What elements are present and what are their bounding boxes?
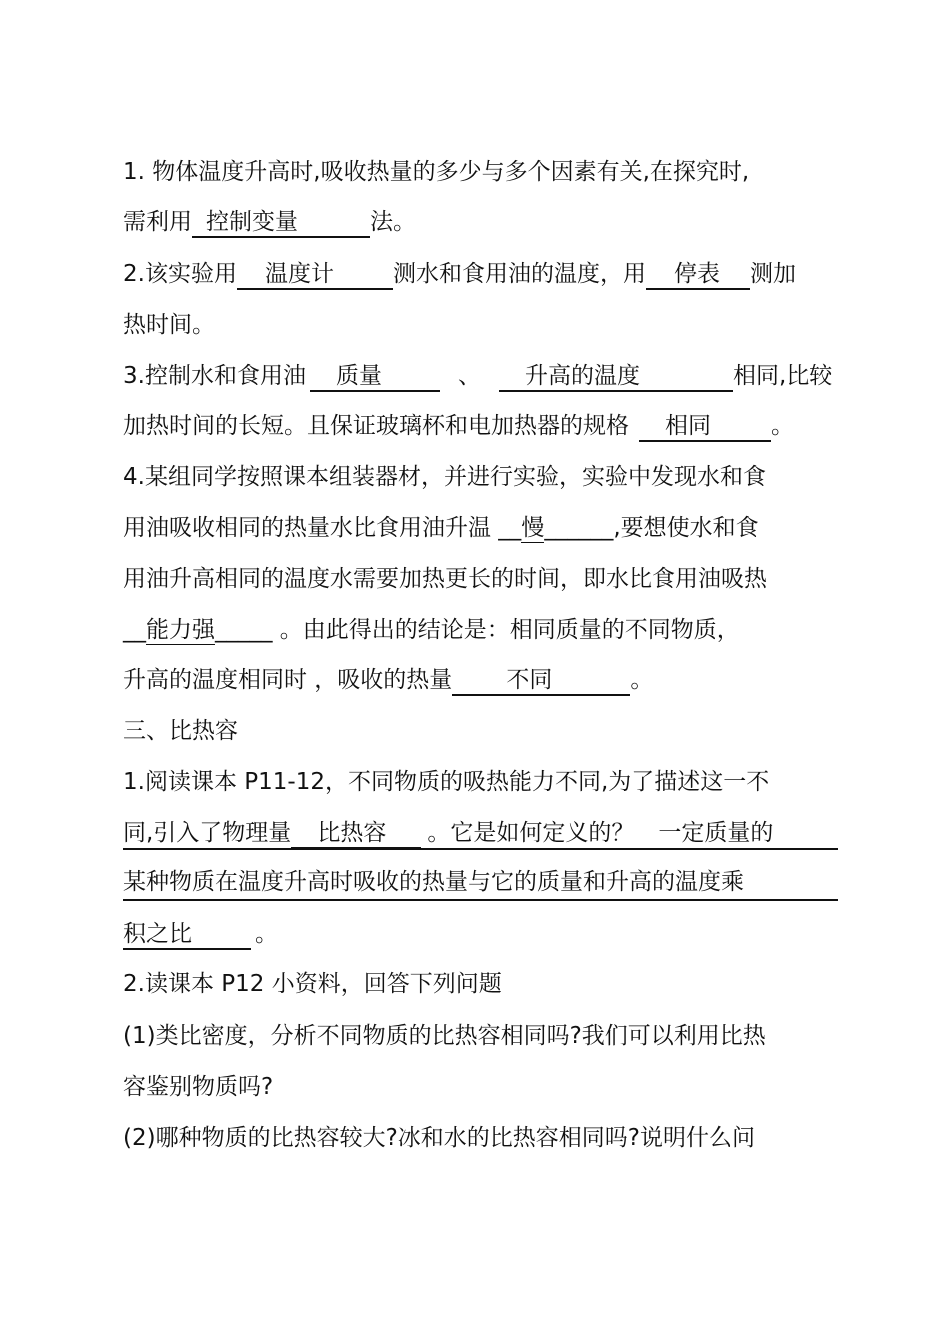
s3q1-line2-prefix: 同,引入了物理量 [123, 820, 292, 846]
q3-suffix: 相同,比较 [732, 363, 833, 389]
q1-suffix: 法。 [370, 209, 416, 235]
q1-prefix: 需利用 [123, 209, 192, 235]
q3-answer2-blank [499, 362, 733, 392]
q3-separator: 、 [457, 363, 481, 389]
q3-line2 [123, 410, 794, 442]
q4-line5 [123, 664, 653, 696]
q1-line2 [123, 206, 416, 238]
q4-line2 [123, 512, 759, 544]
q3-answer1-blank [310, 362, 440, 392]
q1-answer: 控制变量 [206, 209, 298, 235]
q2-answer2: 停表 [673, 261, 720, 287]
q4-line4 [123, 614, 740, 646]
q3-prefix: 3.控制水和食用油 [123, 363, 306, 389]
q2-answer2-blank [646, 260, 750, 290]
q2-middle: 测水和食用油的温度，用 [392, 261, 646, 287]
q4-answer2: 能力强 [146, 617, 215, 643]
q3-answer3-blank [639, 412, 771, 442]
q4-answer3-blank [452, 666, 630, 696]
q3-answer3: 相同 [665, 413, 711, 439]
q4-line5-suffix: 。 [630, 667, 654, 693]
q3-line2-suffix: 。 [771, 413, 794, 439]
s3q1-answer1: 比热容 [317, 820, 387, 846]
s3q1-answer2-part3: 积之比 [123, 920, 251, 950]
q2-prefix: 2.该实验用 [123, 261, 237, 287]
s3q1-line3: 某种物质在温度升高时吸收的热量与它的质量和升高的温度乘 [123, 869, 744, 895]
q3-line1 [123, 360, 832, 392]
q2-line1 [123, 258, 796, 290]
q2-suffix: 测加 [749, 261, 796, 287]
s3q2-sub1-line1: (1)类比密度，分析不同物质的比热容相同吗?我们可以利用比热 [123, 1023, 766, 1049]
s3q1-answer2-underline1 [123, 818, 838, 850]
s3q1-answer2-underline2 [123, 868, 838, 901]
s3q1-line2-question: 。它是如何定义的？ [427, 820, 635, 846]
s3q1-line4 [123, 918, 278, 950]
s3q2-sub2-line1: (2)哪种物质的比热容较大?冰和水的比热容相同吗?说明什么问 [123, 1125, 755, 1151]
s3q2-sub1-line2: 容鉴别物质吗? [123, 1074, 274, 1100]
q2-line2: 热时间。 [123, 312, 215, 338]
q4-answer3: 不同 [506, 667, 553, 693]
q3-answer2: 升高的温度 [524, 363, 640, 389]
q4-line2-suffix: ______,要想使水和食 [544, 515, 759, 541]
section-heading: 三、比热容 [123, 718, 238, 744]
s3q1-line1: 1.阅读课本 P11-12，不同物质的吸热能力不同,为了描述这一不 [123, 769, 770, 795]
q3-line2-prefix: 加热时间的长短。且保证玻璃杯和电加热器的规格 [123, 413, 629, 439]
q4-line4-prefix: __ [123, 617, 146, 643]
q4-answer1: 慢 [521, 515, 545, 541]
q4-line2-prefix: 用油吸收相同的热量水比食用油升温 __ [123, 515, 522, 541]
s3q1-line4-suffix: 。 [255, 921, 278, 947]
q4-line1: 4.某组同学按照课本组装器材，并进行实验，实验中发现水和食 [123, 464, 766, 490]
s3q1-answer2-part1: 一定质量的 [658, 820, 774, 846]
q1-answer-blank [192, 208, 370, 238]
q4-line5-prefix: 升高的温度相同时 ，吸收的热量 [123, 667, 453, 693]
q3-answer1: 质量 [335, 363, 382, 389]
q1-line1: 1. 物体温度升高时,吸收热量的多少与多个因素有关,在探究时, [123, 159, 750, 185]
q2-answer1-blank [237, 260, 393, 290]
q4-line3: 用油升高相同的温度水需要加热更长的时间，即水比食用油吸热 [123, 566, 767, 592]
s3q2-line1: 2.读课本 P12 小资料，回答下列问题 [123, 971, 502, 997]
q2-answer1: 温度计 [264, 261, 334, 287]
q4-line4-suffix: _____ 。由此得出的结论是：相同质量的不同物质， [215, 617, 740, 643]
